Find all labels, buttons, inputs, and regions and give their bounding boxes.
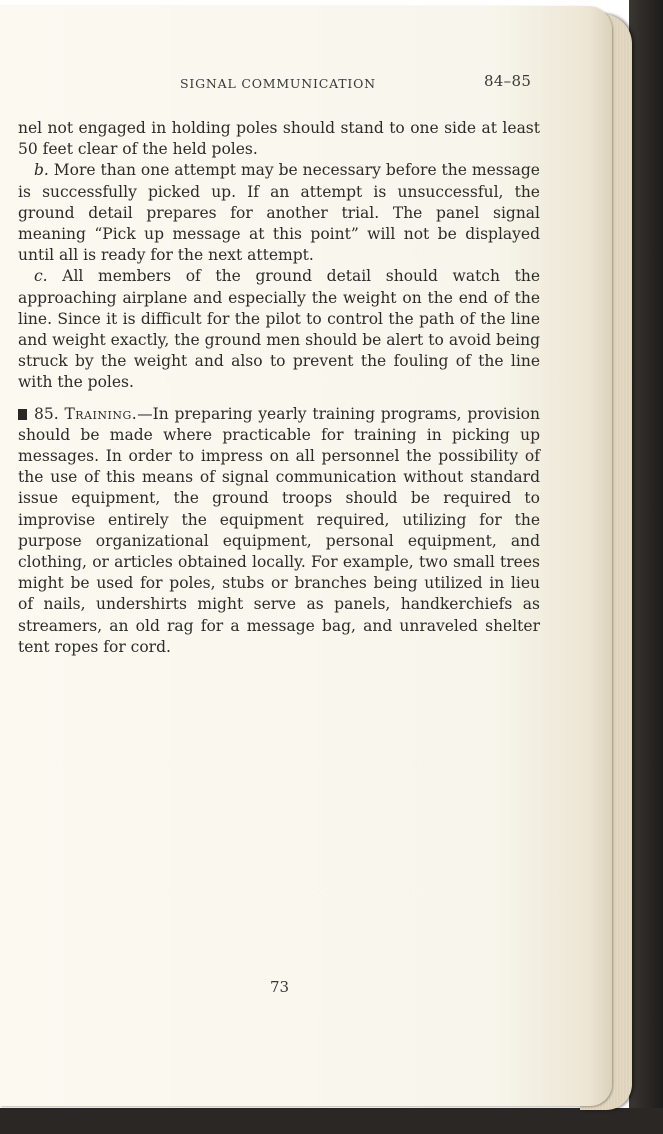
paragraph-c	[18, 266, 540, 393]
subparagraph-letter: b.	[34, 161, 49, 180]
paragraph-text: —In preparing yearly training programs, provision should be made where practicable for training in picking up messages. In order to impress on all personnel the possibility of the use of this means of signal communication without standard issue equipment, the ground troops should be required to improvise entirely the equipment required, utilizing for the purpose organizational equipment, personal equipment, and clothing, or articles obtained locally. For example, two small trees might be used for poles, stubs or branches being utilized in lieu of nails, undershirts might serve as panels, handkerchiefs as streamers, an old rag for a message bag, and unraveled shelter tent ropes for cord.	[18, 404, 540, 656]
section-number: 85.	[34, 404, 59, 423]
subparagraph-letter: c.	[34, 267, 48, 286]
body-text	[18, 118, 540, 658]
scan-background-bottom	[0, 1108, 663, 1134]
paragraph-b	[18, 160, 540, 266]
spacer	[18, 394, 540, 404]
page-number: 73	[270, 978, 290, 996]
paragraph-text: More than one attempt may be necessary before the message is successfully picked up. If an attempt is unsuccessful, the ground detail prepares for another trial. The panel signal meaning “Pick up message at this point” will not be displayed until all is ready for the next attempt.	[18, 161, 540, 265]
section-85	[18, 404, 540, 658]
scan-background-right	[629, 0, 663, 1134]
book-page	[0, 6, 612, 1106]
paragraph-text: All members of the ground detail should watch the approaching airplane and especially the weight on the end of the line. Since it is difficult for the pilot to control the path of the line and weight exactly, the ground men should be alert to avoid being struck by the weight and also to prevent the fouling of the line with the poles.	[18, 267, 540, 392]
section-heading: Training.	[64, 404, 138, 423]
section-marker-icon	[18, 409, 27, 420]
paragraph-continued: nel not engaged in holding poles should stand to one side at least 50 feet clear of the held poles.	[18, 119, 540, 159]
running-head: SIGNAL COMMUNICATION	[180, 76, 376, 91]
section-range: 84–85	[484, 72, 532, 90]
page-header	[0, 72, 600, 92]
